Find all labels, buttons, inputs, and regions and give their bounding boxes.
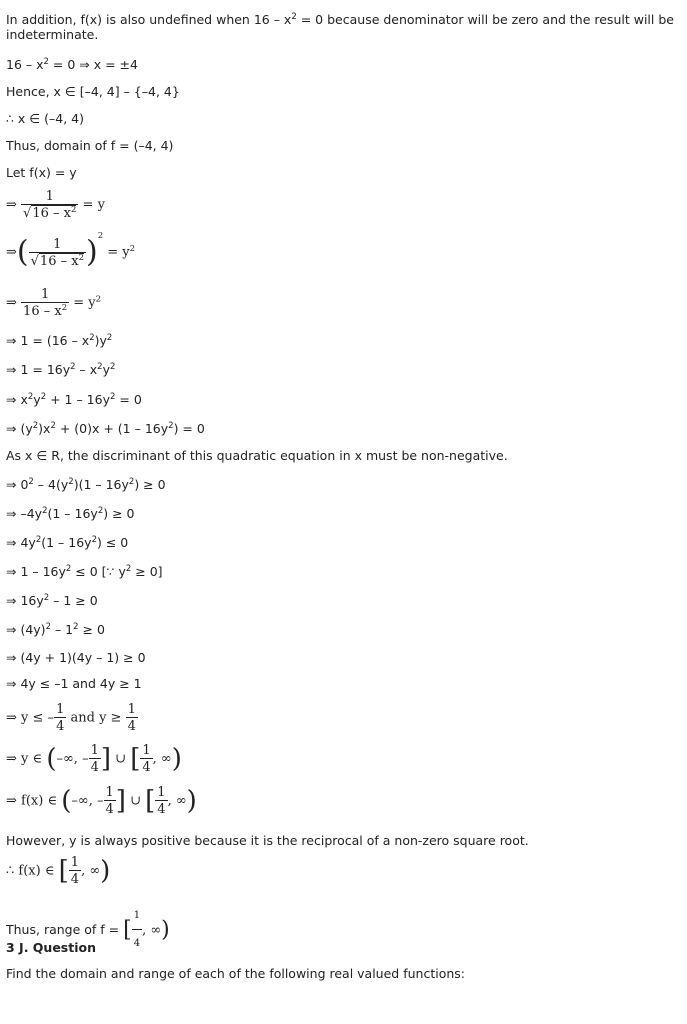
math-line: ⇒ $\frac{1}{16 - x^2}$ = $y^2$ xyxy=(6,287,102,319)
text-line: Thus, range of f = [ $\frac{1}{4}$ , ∞) xyxy=(6,903,170,957)
question-heading: 3 J. Question xyxy=(6,940,96,955)
text-line: Let f(x) = y xyxy=(6,165,77,180)
text-line: ⇒ $1 = 16y^2 - x^2y^2$ xyxy=(6,362,116,377)
text-line: ⇒ $16y^2 - 1 \ge 0$ xyxy=(6,593,98,608)
text-line: ⇒ 4y ≤ –1 and 4y ≥ 1 xyxy=(6,676,142,691)
text-line: ⇒ $1 - 16y^2 \le 0$ [∵ $y^2 \ge 0$] xyxy=(6,564,163,579)
math-line: ⇒( $\frac{1}{√16 - x^2}$ )$^2 = y^2$ xyxy=(6,231,136,270)
text-line: In addition, f(x) is also undefined when $16 - x^2 = 0$ because denominator will be zero and the result will be indeterminate. xyxy=(6,12,674,42)
text-line: ∴ x ∈ (–4, 4) xyxy=(6,111,85,126)
text-line: Find the domain and range of each of the following real valued functions: xyxy=(6,966,465,981)
text-line: Hence, x ∈ [–4, 4] – {–4, 4} xyxy=(6,84,180,99)
text-line: ⇒ $(4y)^2 - 1^2 \ge 0$ xyxy=(6,622,105,637)
math-line: ⇒ y ∈ (–∞, – $\frac{1}{4}$ ] ∪ [ $\frac{1}{4}$ , ∞) xyxy=(6,743,182,775)
text-line: ⇒ $-4y^2(1 - 16y^2) \ge 0$ xyxy=(6,506,135,521)
text-line: ⇒ $x^2y^2 + 1 - 16y^2 = 0$ xyxy=(6,392,142,407)
math-line: ⇒ y ≤ – $\frac{1}{4}$ and y ≥ $\frac{1}{4}$ xyxy=(6,702,136,734)
math-line: ∴ f(x) ∈ [ $\frac{1}{4}$ , ∞) xyxy=(6,855,111,887)
text-line: Thus, domain of f = (–4, 4) xyxy=(6,138,174,153)
text-line: As x ∈ R, the discriminant of this quadratic equation in x must be non-negative. xyxy=(6,448,508,463)
text-line: ⇒ $(y^2)x^2 + (0)x + (1 - 16y^2) = 0$ xyxy=(6,421,205,436)
math-line: ⇒ $\frac{1}{√16 - x^2}$ = y xyxy=(6,189,105,221)
text-line: However, y is always positive because it is the reciprocal of a non-zero square root. xyxy=(6,833,529,848)
text-line: ⇒ $1 = (16 - x^2)y^2$ xyxy=(6,333,113,348)
math-line: ⇒ f(x) ∈ (–∞, – $\frac{1}{4}$ ] ∪ [ $\frac{1}{4}$ , ∞) xyxy=(6,785,197,817)
text-line: ⇒ (4y + 1)(4y – 1) ≥ 0 xyxy=(6,650,146,665)
text-line: $16 - x^2 = 0$ ⇒ x = ±4 xyxy=(6,57,138,72)
text-line: ⇒ $0^2 - 4(y^2)(1 - 16y^2) \ge 0$ xyxy=(6,477,166,492)
text-line: ⇒ $4y^2(1 - 16y^2) \le 0$ xyxy=(6,535,129,550)
